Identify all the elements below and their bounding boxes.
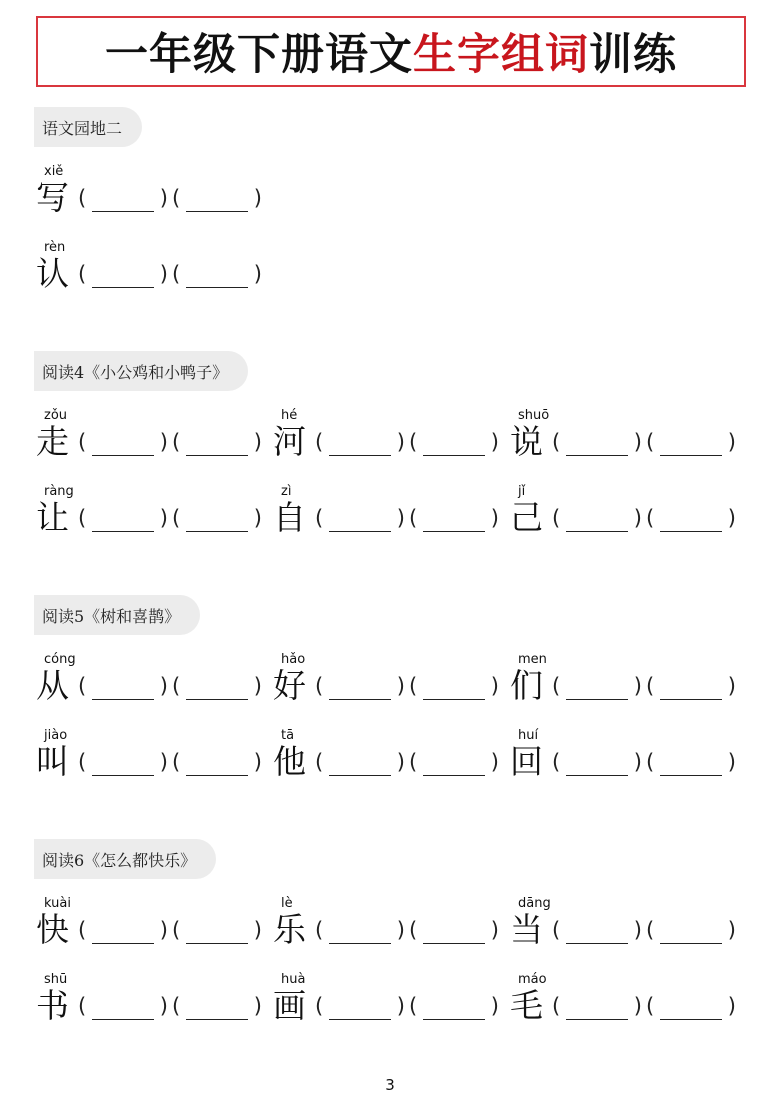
- chinese-character: 认: [36, 254, 69, 293]
- character-row: [0, 896, 780, 972]
- word-blank-1[interactable]: [78, 914, 168, 948]
- answer-line: [423, 943, 485, 944]
- character-row: [0, 652, 780, 728]
- character-entry: [273, 484, 513, 560]
- chinese-character: 回: [510, 742, 543, 781]
- answer-line: [423, 699, 485, 700]
- character-entry: [36, 240, 276, 316]
- close-paren: ): [396, 994, 405, 1018]
- close-paren: ): [159, 506, 168, 530]
- answer-line: [423, 455, 485, 456]
- open-paren: (: [172, 918, 181, 942]
- open-paren: (: [78, 994, 87, 1018]
- answer-line: [660, 943, 722, 944]
- open-paren: (: [78, 262, 87, 286]
- close-paren: ): [633, 430, 642, 454]
- character-row: [0, 408, 780, 484]
- close-paren: ): [159, 430, 168, 454]
- open-paren: (: [552, 430, 561, 454]
- open-paren: (: [315, 674, 324, 698]
- close-paren: ): [253, 674, 262, 698]
- pinyin-label: hé: [281, 408, 298, 423]
- open-paren: (: [78, 918, 87, 942]
- answer-line: [92, 211, 154, 212]
- open-paren: (: [552, 994, 561, 1018]
- word-blank-2[interactable]: [172, 670, 262, 704]
- close-paren: ): [633, 674, 642, 698]
- answer-line: [329, 531, 391, 532]
- answer-line: [660, 531, 722, 532]
- pinyin-label: shū: [44, 972, 68, 987]
- answer-line: [92, 699, 154, 700]
- word-blank-1[interactable]: [315, 990, 405, 1024]
- close-paren: ): [727, 750, 736, 774]
- open-paren: (: [78, 506, 87, 530]
- word-blank-1[interactable]: [315, 426, 405, 460]
- pinyin-label: zì: [281, 484, 292, 499]
- open-paren: (: [409, 994, 418, 1018]
- section-label: 阅读4《小公鸡和小鸭子》: [34, 351, 248, 391]
- character-row: [0, 728, 780, 804]
- word-blank-1[interactable]: [78, 746, 168, 780]
- close-paren: ): [159, 994, 168, 1018]
- open-paren: (: [552, 750, 561, 774]
- pinyin-label: dāng: [518, 896, 551, 911]
- character-entry: [36, 728, 276, 804]
- pinyin-label: tā: [281, 728, 295, 743]
- character-row: [0, 972, 780, 1048]
- character-row: [0, 240, 780, 316]
- open-paren: (: [646, 506, 655, 530]
- word-blank-2[interactable]: [172, 182, 262, 216]
- open-paren: (: [552, 918, 561, 942]
- word-blank-2[interactable]: [409, 426, 499, 460]
- close-paren: ): [159, 674, 168, 698]
- pinyin-label: huí: [518, 728, 539, 743]
- answer-line: [186, 455, 248, 456]
- close-paren: ): [159, 750, 168, 774]
- word-blank-2[interactable]: [646, 746, 736, 780]
- pinyin-label: jiào: [44, 728, 68, 743]
- answer-line: [329, 699, 391, 700]
- close-paren: ): [253, 430, 262, 454]
- chinese-character: 乐: [273, 910, 306, 949]
- character-entry: [36, 408, 276, 484]
- close-paren: ): [253, 506, 262, 530]
- title-part-2-highlight: 生字组词: [413, 30, 589, 80]
- answer-line: [566, 699, 628, 700]
- open-paren: (: [315, 918, 324, 942]
- open-paren: (: [172, 430, 181, 454]
- close-paren: ): [727, 918, 736, 942]
- character-entry: [273, 408, 513, 484]
- page-number: 3: [385, 1076, 395, 1094]
- chinese-character: 说: [510, 422, 543, 461]
- word-blank-1[interactable]: [552, 990, 642, 1024]
- chinese-character: 毛: [510, 986, 543, 1025]
- answer-line: [566, 455, 628, 456]
- answer-line: [660, 699, 722, 700]
- title-part-3: 训练: [589, 30, 677, 80]
- open-paren: (: [78, 430, 87, 454]
- open-paren: (: [552, 674, 561, 698]
- chinese-character: 他: [273, 742, 306, 781]
- chinese-character: 画: [273, 986, 306, 1025]
- character-entry: [273, 896, 513, 972]
- answer-line: [566, 775, 628, 776]
- answer-line: [660, 1019, 722, 1020]
- word-blank-2[interactable]: [409, 502, 499, 536]
- open-paren: (: [172, 506, 181, 530]
- open-paren: (: [646, 918, 655, 942]
- chinese-character: 河: [273, 422, 306, 461]
- pinyin-label: lè: [281, 896, 293, 911]
- chinese-character: 好: [273, 666, 306, 705]
- close-paren: ): [253, 750, 262, 774]
- word-blank-2[interactable]: [172, 990, 262, 1024]
- answer-line: [92, 287, 154, 288]
- open-paren: (: [172, 262, 181, 286]
- pinyin-label: cóng: [44, 652, 76, 667]
- word-blank-2[interactable]: [646, 990, 736, 1024]
- answer-line: [329, 455, 391, 456]
- character-entry: [510, 652, 750, 728]
- chinese-character: 让: [36, 498, 69, 537]
- close-paren: ): [490, 430, 499, 454]
- word-blank-2[interactable]: [646, 426, 736, 460]
- worksheet-title: [36, 16, 746, 87]
- word-blank-1[interactable]: [78, 258, 168, 292]
- section-label: 阅读5《树和喜鹊》: [34, 595, 200, 635]
- close-paren: ): [633, 750, 642, 774]
- open-paren: (: [78, 750, 87, 774]
- character-entry: [36, 164, 276, 240]
- pinyin-label: kuài: [44, 896, 71, 911]
- character-entry: [510, 972, 750, 1048]
- close-paren: ): [727, 430, 736, 454]
- word-blank-1[interactable]: [78, 670, 168, 704]
- close-paren: ): [633, 918, 642, 942]
- character-row: [0, 164, 780, 240]
- close-paren: ): [490, 506, 499, 530]
- close-paren: ): [490, 750, 499, 774]
- close-paren: ): [633, 506, 642, 530]
- close-paren: ): [396, 918, 405, 942]
- word-blank-1[interactable]: [78, 182, 168, 216]
- close-paren: ): [396, 674, 405, 698]
- word-blank-2[interactable]: [172, 746, 262, 780]
- chinese-character: 书: [36, 986, 69, 1025]
- close-paren: ): [253, 994, 262, 1018]
- open-paren: (: [409, 674, 418, 698]
- character-entry: [273, 728, 513, 804]
- open-paren: (: [646, 750, 655, 774]
- pinyin-label: zǒu: [44, 408, 68, 423]
- pinyin-label: jǐ: [518, 484, 526, 499]
- word-blank-2[interactable]: [172, 258, 262, 292]
- character-entry: [36, 972, 276, 1048]
- chinese-character: 当: [510, 910, 543, 949]
- word-blank-1[interactable]: [552, 670, 642, 704]
- word-blank-1[interactable]: [78, 990, 168, 1024]
- answer-line: [186, 699, 248, 700]
- word-blank-2[interactable]: [409, 914, 499, 948]
- open-paren: (: [646, 994, 655, 1018]
- pinyin-label: máo: [518, 972, 547, 987]
- open-paren: (: [409, 750, 418, 774]
- word-blank-2[interactable]: [646, 502, 736, 536]
- character-entry: [273, 652, 513, 728]
- pinyin-label: rèn: [44, 240, 66, 255]
- word-blank-2[interactable]: [172, 914, 262, 948]
- word-blank-2[interactable]: [172, 426, 262, 460]
- chinese-character: 们: [510, 666, 543, 705]
- section-label: 语文园地二: [34, 107, 142, 147]
- close-paren: ): [490, 994, 499, 1018]
- open-paren: (: [315, 994, 324, 1018]
- answer-line: [566, 531, 628, 532]
- word-blank-1[interactable]: [552, 426, 642, 460]
- answer-line: [423, 531, 485, 532]
- title-part-1: 一年级下册语文: [105, 30, 413, 80]
- open-paren: (: [409, 430, 418, 454]
- word-blank-2[interactable]: [172, 502, 262, 536]
- word-blank-1[interactable]: [552, 914, 642, 948]
- close-paren: ): [253, 918, 262, 942]
- open-paren: (: [646, 674, 655, 698]
- word-blank-1[interactable]: [315, 502, 405, 536]
- close-paren: ): [396, 506, 405, 530]
- open-paren: (: [409, 506, 418, 530]
- open-paren: (: [172, 994, 181, 1018]
- close-paren: ): [490, 674, 499, 698]
- word-blank-1[interactable]: [78, 426, 168, 460]
- chinese-character: 自: [273, 498, 306, 537]
- character-entry: [273, 972, 513, 1048]
- section-label: 阅读6《怎么都快乐》: [34, 839, 216, 879]
- open-paren: (: [646, 430, 655, 454]
- close-paren: ): [490, 918, 499, 942]
- character-row: [0, 484, 780, 560]
- close-paren: ): [396, 750, 405, 774]
- character-entry: [510, 728, 750, 804]
- answer-line: [186, 287, 248, 288]
- open-paren: (: [78, 186, 87, 210]
- pinyin-label: shuō: [518, 408, 550, 423]
- answer-line: [186, 211, 248, 212]
- character-entry: [36, 484, 276, 560]
- close-paren: ): [159, 186, 168, 210]
- answer-line: [92, 1019, 154, 1020]
- chinese-character: 写: [36, 178, 69, 217]
- open-paren: (: [78, 674, 87, 698]
- character-entry: [36, 896, 276, 972]
- answer-line: [329, 775, 391, 776]
- chinese-character: 走: [36, 422, 69, 461]
- close-paren: ): [253, 186, 262, 210]
- word-blank-2[interactable]: [646, 670, 736, 704]
- character-entry: [510, 896, 750, 972]
- pinyin-label: xiě: [44, 164, 64, 179]
- open-paren: (: [172, 186, 181, 210]
- open-paren: (: [552, 506, 561, 530]
- close-paren: ): [253, 262, 262, 286]
- answer-line: [329, 1019, 391, 1020]
- chinese-character: 己: [510, 498, 543, 537]
- answer-line: [566, 943, 628, 944]
- answer-line: [186, 943, 248, 944]
- word-blank-2[interactable]: [409, 670, 499, 704]
- pinyin-label: hǎo: [281, 652, 306, 667]
- character-entry: [510, 408, 750, 484]
- word-blank-1[interactable]: [552, 746, 642, 780]
- word-blank-2[interactable]: [409, 746, 499, 780]
- word-blank-1[interactable]: [315, 914, 405, 948]
- open-paren: (: [315, 750, 324, 774]
- answer-line: [660, 775, 722, 776]
- word-blank-2[interactable]: [409, 990, 499, 1024]
- close-paren: ): [727, 674, 736, 698]
- character-entry: [510, 484, 750, 560]
- answer-line: [329, 943, 391, 944]
- answer-line: [186, 775, 248, 776]
- answer-line: [92, 531, 154, 532]
- close-paren: ): [159, 262, 168, 286]
- word-blank-2[interactable]: [646, 914, 736, 948]
- open-paren: (: [409, 918, 418, 942]
- answer-line: [92, 775, 154, 776]
- chinese-character: 快: [36, 910, 69, 949]
- word-blank-1[interactable]: [315, 746, 405, 780]
- chinese-character: 从: [36, 666, 69, 705]
- answer-line: [186, 1019, 248, 1020]
- word-blank-1[interactable]: [78, 502, 168, 536]
- close-paren: ): [396, 430, 405, 454]
- character-entry: [36, 652, 276, 728]
- open-paren: (: [315, 506, 324, 530]
- pinyin-label: huà: [281, 972, 306, 987]
- answer-line: [92, 455, 154, 456]
- answer-line: [186, 531, 248, 532]
- close-paren: ): [159, 918, 168, 942]
- chinese-character: 叫: [36, 742, 69, 781]
- answer-line: [566, 1019, 628, 1020]
- open-paren: (: [315, 430, 324, 454]
- close-paren: ): [727, 994, 736, 1018]
- close-paren: ): [633, 994, 642, 1018]
- word-blank-1[interactable]: [552, 502, 642, 536]
- open-paren: (: [172, 674, 181, 698]
- open-paren: (: [172, 750, 181, 774]
- pinyin-label: ràng: [44, 484, 74, 499]
- answer-line: [92, 943, 154, 944]
- answer-line: [423, 775, 485, 776]
- pinyin-label: men: [518, 652, 547, 667]
- word-blank-1[interactable]: [315, 670, 405, 704]
- answer-line: [660, 455, 722, 456]
- answer-line: [423, 1019, 485, 1020]
- close-paren: ): [727, 506, 736, 530]
